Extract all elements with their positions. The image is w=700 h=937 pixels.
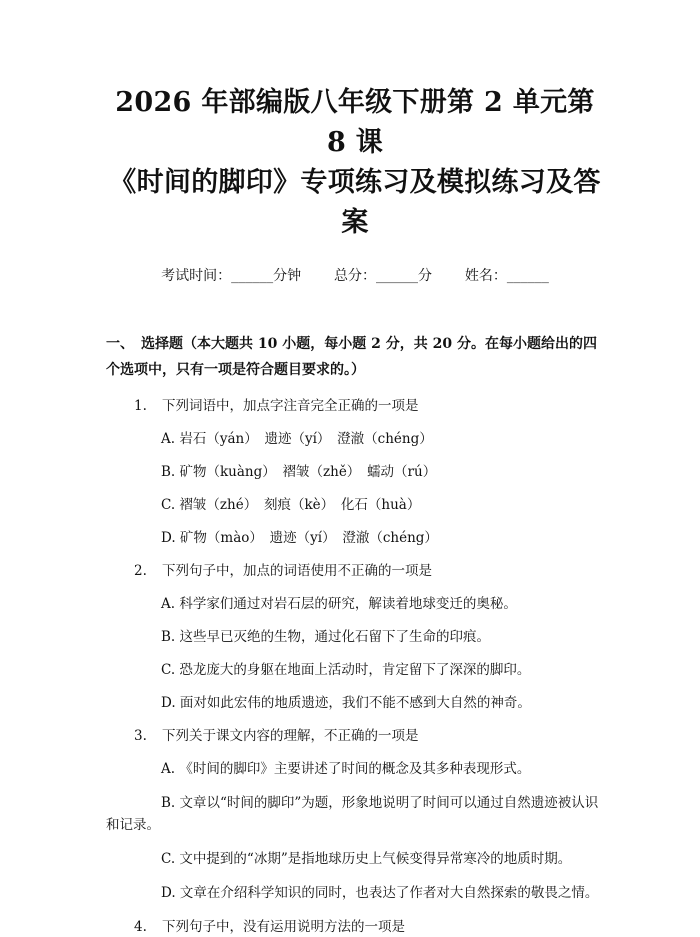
document-title	[106, 0, 604, 243]
question-number: 2.	[134, 563, 147, 579]
question-number: 3.	[134, 728, 147, 744]
question-number: 4.	[134, 919, 147, 935]
question-2	[106, 561, 604, 713]
question-text: 下列词语中，加点字注音完全正确的一项是	[162, 398, 419, 414]
option-d: D. 矿物（mào） 遗迹（yí） 澄澈（chéng）	[161, 530, 438, 546]
title-line-1: 2026 年部编版八年级下册第 2 单元第 8 课	[115, 87, 595, 158]
option-a: A. 岩石（yán） 遗迹（yí） 澄澈（chéng）	[161, 431, 433, 447]
question-stem	[106, 726, 604, 746]
title-line-2: 《时间的脚印》专项练习及模拟练习及答案	[109, 167, 601, 238]
option-a: A. 《时间的脚印》主要讲述了时间的概念及其多种表现形式。	[161, 761, 531, 777]
option-d: D. 面对如此宏伟的地质遗迹，我们不能不感到大自然的神奇。	[161, 695, 531, 711]
option-b: B. 矿物（kuàng） 褶皱（zhě） 蠕动（rú）	[161, 464, 437, 480]
question-3	[106, 726, 604, 904]
exam-score: 总分：______分	[334, 268, 432, 284]
question-stem	[106, 917, 604, 937]
question-stem	[106, 396, 604, 416]
question-text: 下列句子中，没有运用说明方法的一项是	[162, 919, 405, 935]
question-text: 下列句子中，加点的词语使用不正确的一项是	[162, 563, 432, 579]
option-c: C. 褶皱（zhé） 刻痕（kè） 化石（huà）	[161, 497, 421, 513]
option-b: B. 这些早已灭绝的生物，通过化石留下了生命的印痕。	[161, 629, 491, 645]
question-text: 下列关于课文内容的理解，不正确的一项是	[162, 728, 419, 744]
option-a: A. 科学家们通过对岩石层的研究，解读着地球变迁的奥秘。	[161, 596, 517, 612]
option-c: C. 文中提到的“冰期”是指地球历史上气候变得异常寒冷的地质时期。	[161, 851, 572, 867]
option-d: D. 文章在介绍科学知识的同时，也表达了作者对大自然探索的敬畏之情。	[161, 885, 599, 901]
question-stem	[106, 561, 604, 581]
student-name: 姓名：______	[464, 268, 549, 284]
section-heading: 一、 选择题（本大题共 10 小题，每小题 2 分，共 20 分。在每小题给出的四个选项中，只有一项是符合题目要求的。）	[106, 336, 597, 378]
question-1	[106, 396, 604, 548]
question-number: 1.	[134, 398, 147, 414]
question-4	[106, 917, 604, 937]
exam-meta	[106, 265, 604, 285]
option-c: C. 恐龙庞大的身躯在地面上活动时，肯定留下了深深的脚印。	[161, 662, 531, 678]
option-b: B. 文章以“时间的脚印”为题，形象地说明了时间可以通过自然遗迹被认识和记录。	[106, 795, 599, 833]
exam-time: 考试时间：______分钟	[161, 268, 302, 284]
